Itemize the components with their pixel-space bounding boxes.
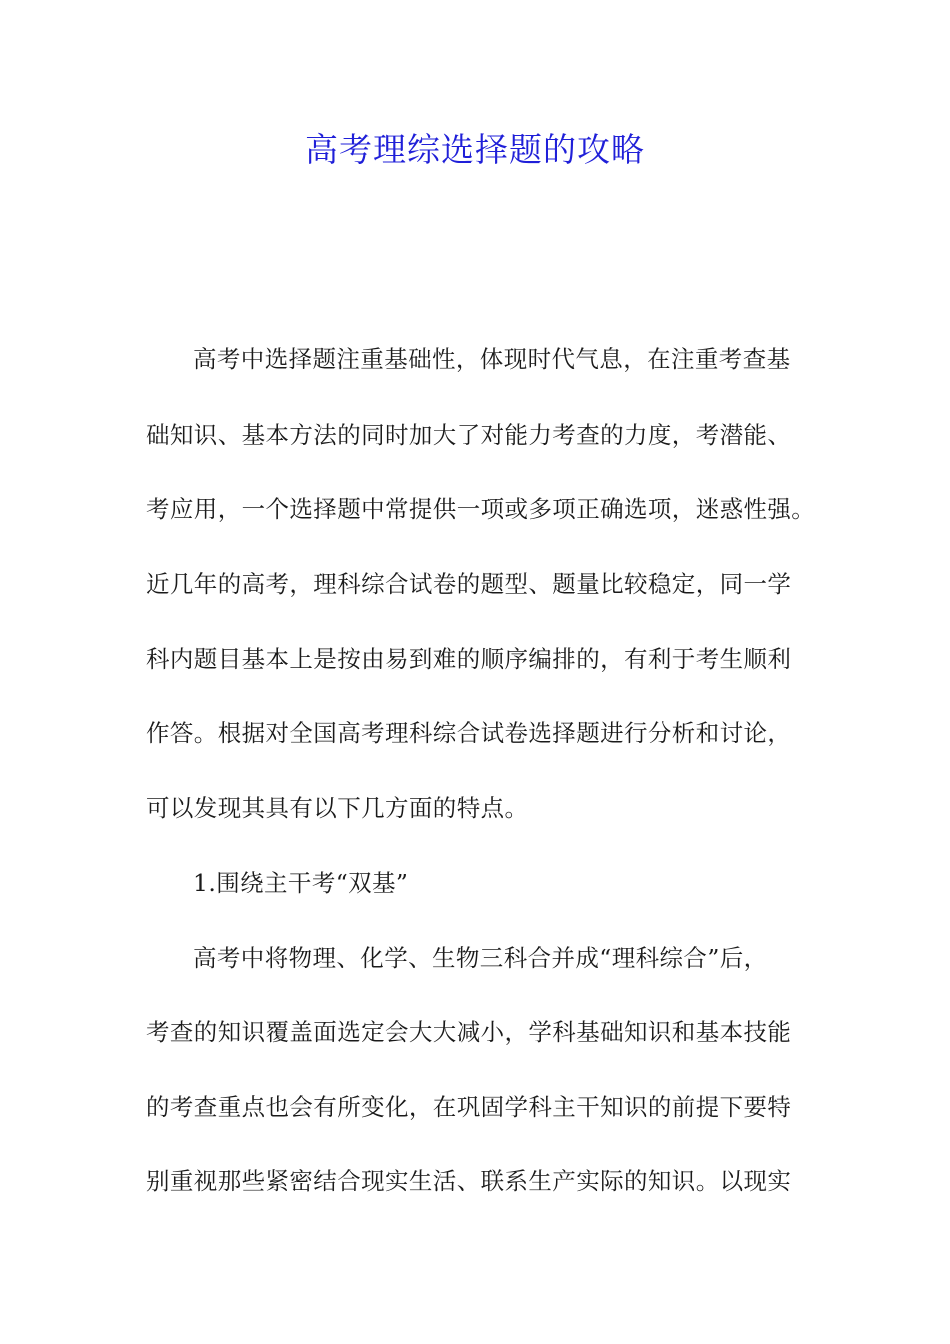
paragraph-line: 作答。根据对全国高考理科综合试卷选择题进行分析和讨论， [146, 719, 792, 747]
paragraph-line: 考查的知识覆盖面选定会大大减小，学科基础知识和基本技能 [146, 1018, 792, 1046]
paragraph-line: 科内题目基本上是按由易到难的顺序编排的，有利于考生顺利 [146, 645, 792, 673]
paragraph-line: 近几年的高考，理科综合试卷的题型、题量比较稳定，同一学 [146, 570, 792, 598]
page-title: 高考理综选择题的攻略 [305, 130, 645, 169]
paragraph-line: 的考查重点也会有所变化，在巩固学科主干知识的前提下要特 [146, 1093, 792, 1121]
paragraph-line: 别重视那些紧密结合现实生活、联系生产实际的知识。以现实 [146, 1167, 792, 1195]
paragraph-line: 高考中选择题注重基础性，体现时代气息，在注重考查基 [193, 345, 791, 373]
paragraph-line: 础知识、基本方法的同时加大了对能力考查的力度，考潜能、 [146, 421, 792, 449]
paragraph-line: 考应用，一个选择题中常提供一项或多项正确选项，迷惑性强。 [146, 495, 816, 523]
paragraph-line: 可以发现其具有以下几方面的特点。 [146, 794, 529, 822]
paragraph-line: 高考中将物理、化学、生物三科合并成“理科综合”后， [193, 944, 768, 972]
section-heading: 1.围绕主干考“双基” [193, 869, 409, 897]
